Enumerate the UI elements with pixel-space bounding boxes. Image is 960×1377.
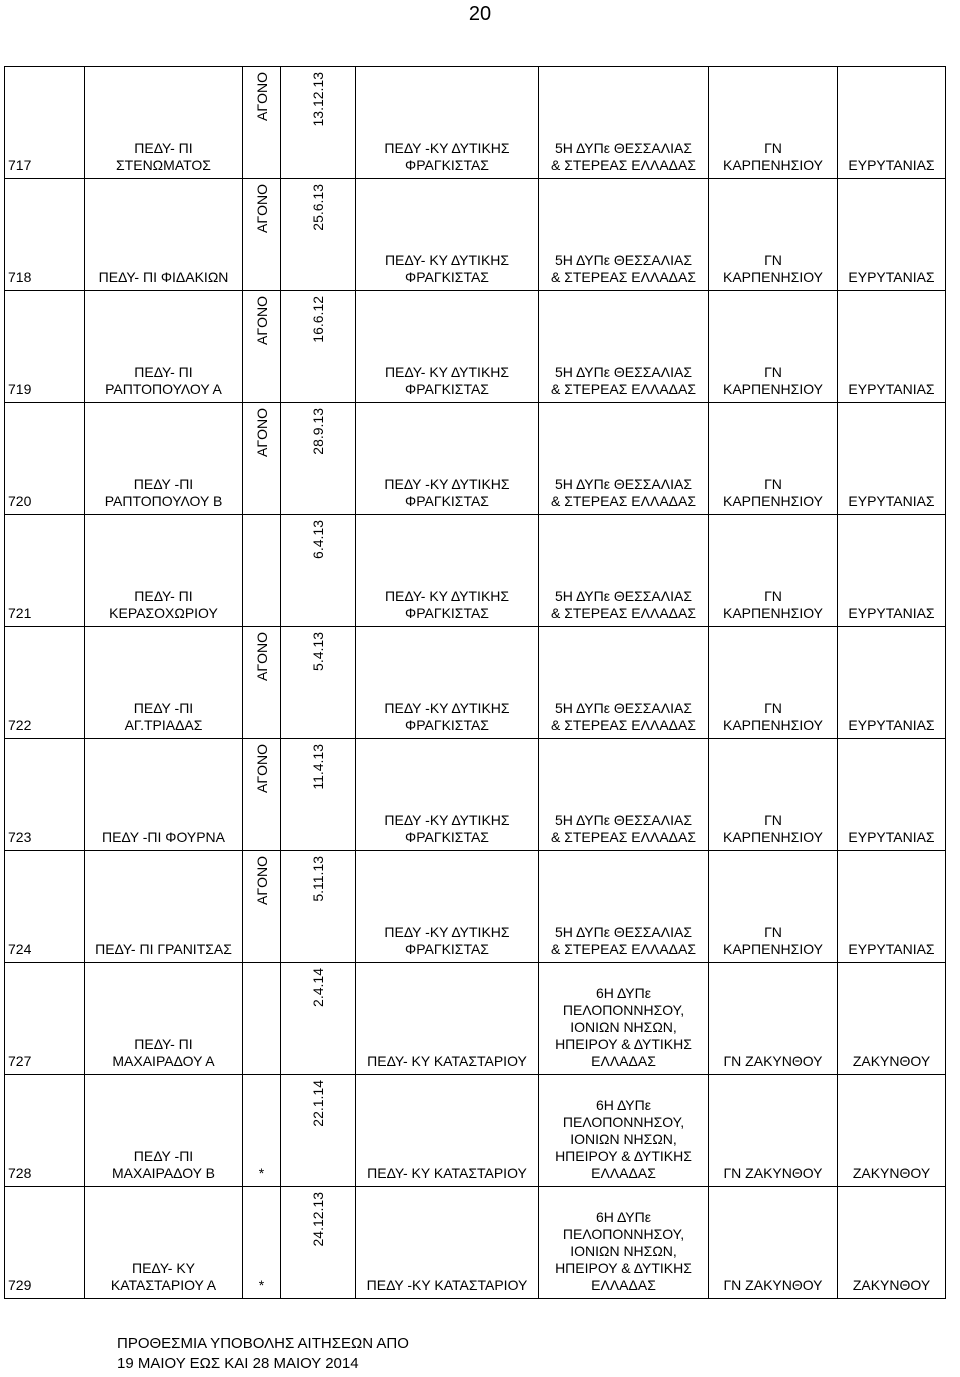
prefecture: ΖΑΚΥΝΘΟΥ: [852, 1277, 931, 1293]
unit-name-cell: [85, 851, 243, 963]
positions-table: [4, 66, 946, 1299]
prefecture: ΖΑΚΥΝΘΟΥ: [852, 1165, 931, 1181]
hospital-cell: [709, 291, 838, 403]
hospital: ΓΝ ΖΑΚΥΝΘΟΥ: [723, 1277, 823, 1293]
row-number-cell: [5, 851, 85, 963]
table-row: [5, 1075, 946, 1187]
prefecture-cell: [838, 1187, 946, 1299]
prefecture-cell: [838, 403, 946, 515]
date-cell: [281, 739, 356, 851]
row-number-cell: [5, 739, 85, 851]
health-center-cell: [356, 627, 539, 739]
date-label: 24.12.13: [310, 1192, 326, 1247]
table-row: [5, 963, 946, 1075]
date-label: 13.12.13: [310, 72, 326, 127]
date-label: 16.6.12: [310, 296, 326, 343]
status-marker: *: [258, 1277, 265, 1293]
health-center: ΠΕΔΥ -ΚΥ ΔΥΤΙΚΗΣ ΦΡΑΓΚΙΣΤΑΣ: [384, 924, 510, 957]
unit-name-cell: [85, 179, 243, 291]
row-number: 729: [8, 1277, 32, 1293]
row-number-cell: [5, 627, 85, 739]
health-region-cell: [539, 1075, 709, 1187]
unit-name: ΠΕΔΥ -ΠΙ ΑΓ.ΤΡΙΑΔΑΣ: [124, 700, 203, 733]
health-region: 5Η ΔΥΠε ΘΕΣΣΑΛΙΑΣ & ΣΤΕΡΕΑΣ ΕΛΛΑΔΑΣ: [550, 812, 697, 845]
hospital: ΓΝ ΚΑΡΠΕΝΗΣΙΟΥ: [722, 588, 823, 621]
hospital: ΓΝ ΖΑΚΥΝΘΟΥ: [723, 1053, 823, 1069]
status-cell: [243, 403, 281, 515]
hospital-cell: [709, 1075, 838, 1187]
prefecture-cell: [838, 739, 946, 851]
health-center: ΠΕΔΥ- ΚΥ ΚΑΤΑΣΤΑΡΙΟΥ: [367, 1165, 527, 1181]
health-region: 6Η ΔΥΠε ΠΕΛΟΠΟΝΝΗΣΟΥ, ΙΟΝΙΩΝ ΝΗΣΩΝ, ΗΠΕΙΡΟΥ & ΔΥΤΙΚΗΣ ΕΛΛΑΔΑΣ: [555, 1097, 692, 1181]
health-region: 5Η ΔΥΠε ΘΕΣΣΑΛΙΑΣ & ΣΤΕΡΕΑΣ ΕΛΛΑΔΑΣ: [550, 924, 697, 957]
row-number: 724: [8, 941, 32, 957]
unit-name-cell: [85, 515, 243, 627]
health-center-cell: [356, 1075, 539, 1187]
date-label: 22.1.14: [310, 1080, 326, 1127]
hospital-cell: [709, 515, 838, 627]
table-row: [5, 627, 946, 739]
unit-name: ΠΕΔΥ- ΠΙ ΚΕΡΑΣΟΧΩΡΙΟΥ: [109, 588, 218, 621]
prefecture-cell: [838, 851, 946, 963]
table-row: [5, 739, 946, 851]
health-region: 5Η ΔΥΠε ΘΕΣΣΑΛΙΑΣ & ΣΤΕΡΕΑΣ ΕΛΛΑΔΑΣ: [550, 364, 697, 397]
row-number: 721: [8, 605, 32, 621]
health-region-cell: [539, 403, 709, 515]
date-cell: [281, 851, 356, 963]
hospital: ΓΝ ΚΑΡΠΕΝΗΣΙΟΥ: [722, 700, 823, 733]
unit-name-cell: [85, 1187, 243, 1299]
status-marker: *: [258, 1165, 265, 1181]
health-region-cell: [539, 67, 709, 179]
page-number: 20: [468, 3, 492, 25]
hospital: ΓΝ ΚΑΡΠΕΝΗΣΙΟΥ: [722, 140, 823, 173]
health-center-cell: [356, 403, 539, 515]
prefecture: ΕΥΡΥΤΑΝΙΑΣ: [848, 605, 935, 621]
row-number-cell: [5, 67, 85, 179]
status-cell: [243, 1187, 281, 1299]
health-region-cell: [539, 963, 709, 1075]
table-row: [5, 179, 946, 291]
prefecture: ΕΥΡΥΤΑΝΙΑΣ: [848, 157, 935, 173]
deadline-line-2: 19 ΜΑΙΟΥ ΕΩΣ ΚΑΙ 28 ΜΑΙΟΥ 2014: [117, 1355, 359, 1372]
date-cell: [281, 515, 356, 627]
health-center-cell: [356, 963, 539, 1075]
hospital: ΓΝ ΚΑΡΠΕΝΗΣΙΟΥ: [722, 476, 823, 509]
status-label: ΑΓΟΝΟ: [253, 856, 270, 905]
hospital-cell: [709, 403, 838, 515]
prefecture-cell: [838, 963, 946, 1075]
row-number-cell: [5, 179, 85, 291]
status-label: ΑΓΟΝΟ: [253, 744, 270, 793]
row-number-cell: [5, 515, 85, 627]
health-region-cell: [539, 851, 709, 963]
health-center-cell: [356, 851, 539, 963]
row-number: 718: [8, 269, 32, 285]
hospital-cell: [709, 1187, 838, 1299]
date-cell: [281, 67, 356, 179]
prefecture-cell: [838, 515, 946, 627]
hospital-cell: [709, 739, 838, 851]
health-center-cell: [356, 291, 539, 403]
table-body: [5, 67, 946, 1299]
unit-name: ΠΕΔΥ- ΠΙ ΡΑΠΤΟΠΟΥΛΟΥ Α: [105, 364, 222, 397]
unit-name-cell: [85, 291, 243, 403]
row-number-cell: [5, 1075, 85, 1187]
prefecture: ΕΥΡΥΤΑΝΙΑΣ: [848, 381, 935, 397]
health-center: ΠΕΔΥ -ΚΥ ΔΥΤΙΚΗΣ ΦΡΑΓΚΙΣΤΑΣ: [384, 476, 510, 509]
row-number-cell: [5, 291, 85, 403]
prefecture: ΖΑΚΥΝΘΟΥ: [852, 1053, 931, 1069]
status-cell: [243, 515, 281, 627]
unit-name: ΠΕΔΥ -ΠΙ ΦΟΥΡΝΑ: [101, 829, 226, 845]
health-center-cell: [356, 739, 539, 851]
row-number: 717: [8, 157, 32, 173]
health-region-cell: [539, 627, 709, 739]
table-row: [5, 67, 946, 179]
row-number-cell: [5, 403, 85, 515]
status-cell: [243, 851, 281, 963]
prefecture: ΕΥΡΥΤΑΝΙΑΣ: [848, 941, 935, 957]
health-region: 5Η ΔΥΠε ΘΕΣΣΑΛΙΑΣ & ΣΤΕΡΕΑΣ ΕΛΛΑΔΑΣ: [550, 588, 697, 621]
status-label: ΑΓΟΝΟ: [253, 296, 270, 345]
health-center: ΠΕΔΥ -ΚΥ ΔΥΤΙΚΗΣ ΦΡΑΓΚΙΣΤΑΣ: [384, 140, 510, 173]
health-center: ΠΕΔΥ -ΚΥ ΔΥΤΙΚΗΣ ΦΡΑΓΚΙΣΤΑΣ: [384, 812, 510, 845]
health-center: ΠΕΔΥ- ΚΥ ΔΥΤΙΚΗΣ ΦΡΑΓΚΙΣΤΑΣ: [384, 364, 510, 397]
unit-name: ΠΕΔΥ- ΠΙ ΣΤΕΝΩΜΑΤΟΣ: [116, 140, 211, 173]
date-cell: [281, 1187, 356, 1299]
health-center: ΠΕΔΥ -ΚΥ ΚΑΤΑΣΤΑΡΙΟΥ: [366, 1277, 528, 1293]
prefecture-cell: [838, 67, 946, 179]
date-cell: [281, 403, 356, 515]
health-center: ΠΕΔΥ -ΚΥ ΔΥΤΙΚΗΣ ΦΡΑΓΚΙΣΤΑΣ: [384, 700, 510, 733]
row-number: 720: [8, 493, 32, 509]
date-label: 25.6.13: [310, 184, 326, 231]
unit-name-cell: [85, 739, 243, 851]
unit-name: ΠΕΔΥ- ΠΙ ΦΙΔΑΚΙΩΝ: [98, 269, 229, 285]
unit-name-cell: [85, 1075, 243, 1187]
status-cell: [243, 963, 281, 1075]
hospital: ΓΝ ΚΑΡΠΕΝΗΣΙΟΥ: [722, 252, 823, 285]
date-label: 2.4.14: [310, 968, 326, 1007]
unit-name: ΠΕΔΥ- ΠΙ ΓΡΑΝΙΤΣΑΣ: [95, 941, 232, 957]
health-center-cell: [356, 179, 539, 291]
health-region-cell: [539, 739, 709, 851]
unit-name: ΠΕΔΥ -ΠΙ ΜΑΧΑΙΡΑΔΟΥ Β: [111, 1148, 215, 1181]
date-cell: [281, 963, 356, 1075]
status-cell: [243, 179, 281, 291]
table-row: [5, 515, 946, 627]
unit-name-cell: [85, 627, 243, 739]
unit-name-cell: [85, 403, 243, 515]
unit-name-cell: [85, 67, 243, 179]
health-center: ΠΕΔΥ- ΚΥ ΔΥΤΙΚΗΣ ΦΡΑΓΚΙΣΤΑΣ: [384, 588, 510, 621]
prefecture-cell: [838, 1075, 946, 1187]
table-row: [5, 291, 946, 403]
status-cell: [243, 67, 281, 179]
hospital-cell: [709, 851, 838, 963]
prefecture: ΕΥΡΥΤΑΝΙΑΣ: [848, 269, 935, 285]
prefecture-cell: [838, 627, 946, 739]
row-number-cell: [5, 963, 85, 1075]
unit-name: ΠΕΔΥ -ΠΙ ΡΑΠΤΟΠΟΥΛΟΥ Β: [104, 476, 223, 509]
health-region: 5Η ΔΥΠε ΘΕΣΣΑΛΙΑΣ & ΣΤΕΡΕΑΣ ΕΛΛΑΔΑΣ: [550, 252, 697, 285]
hospital: ΓΝ ΚΑΡΠΕΝΗΣΙΟΥ: [722, 924, 823, 957]
date-cell: [281, 1075, 356, 1187]
row-number-cell: [5, 1187, 85, 1299]
row-number: 719: [8, 381, 32, 397]
date-label: 6.4.13: [310, 520, 326, 559]
status-label: ΑΓΟΝΟ: [253, 184, 270, 233]
unit-name: ΠΕΔΥ- ΠΙ ΜΑΧΑΙΡΑΔΟΥ Α: [112, 1036, 215, 1069]
submission-deadline: [117, 1334, 409, 1374]
health-region: 5Η ΔΥΠε ΘΕΣΣΑΛΙΑΣ & ΣΤΕΡΕΑΣ ΕΛΛΑΔΑΣ: [550, 140, 697, 173]
date-cell: [281, 627, 356, 739]
table-row: [5, 403, 946, 515]
health-center: ΠΕΔΥ- ΚΥ ΚΑΤΑΣΤΑΡΙΟΥ: [367, 1053, 527, 1069]
status-cell: [243, 627, 281, 739]
prefecture: ΕΥΡΥΤΑΝΙΑΣ: [848, 717, 935, 733]
hospital: ΓΝ ΚΑΡΠΕΝΗΣΙΟΥ: [722, 812, 823, 845]
health-region: 6Η ΔΥΠε ΠΕΛΟΠΟΝΝΗΣΟΥ, ΙΟΝΙΩΝ ΝΗΣΩΝ, ΗΠΕΙΡΟΥ & ΔΥΤΙΚΗΣ ΕΛΛΑΔΑΣ: [555, 1209, 692, 1293]
date-cell: [281, 179, 356, 291]
status-cell: [243, 1075, 281, 1187]
prefecture: ΕΥΡΥΤΑΝΙΑΣ: [848, 829, 935, 845]
hospital-cell: [709, 67, 838, 179]
health-center: ΠΕΔΥ- ΚΥ ΔΥΤΙΚΗΣ ΦΡΑΓΚΙΣΤΑΣ: [384, 252, 510, 285]
health-region-cell: [539, 1187, 709, 1299]
hospital: ΓΝ ΚΑΡΠΕΝΗΣΙΟΥ: [722, 364, 823, 397]
health-region-cell: [539, 515, 709, 627]
date-label: 5.4.13: [310, 632, 326, 671]
health-center-cell: [356, 1187, 539, 1299]
table-row: [5, 1187, 946, 1299]
hospital: ΓΝ ΖΑΚΥΝΘΟΥ: [723, 1165, 823, 1181]
status-label: ΑΓΟΝΟ: [253, 408, 270, 457]
health-region: 6Η ΔΥΠε ΠΕΛΟΠΟΝΝΗΣΟΥ, ΙΟΝΙΩΝ ΝΗΣΩΝ, ΗΠΕΙΡΟΥ & ΔΥΤΙΚΗΣ ΕΛΛΑΔΑΣ: [555, 985, 692, 1069]
status-cell: [243, 739, 281, 851]
row-number: 723: [8, 829, 32, 845]
table-row: [5, 851, 946, 963]
health-center-cell: [356, 67, 539, 179]
date-label: 28.9.13: [310, 408, 326, 455]
hospital-cell: [709, 179, 838, 291]
date-label: 5.11.13: [310, 856, 326, 902]
prefecture-cell: [838, 291, 946, 403]
unit-name-cell: [85, 963, 243, 1075]
status-label: ΑΓΟΝΟ: [253, 632, 270, 681]
row-number: 728: [8, 1165, 32, 1181]
row-number: 722: [8, 717, 32, 733]
unit-name: ΠΕΔΥ- ΚΥ ΚΑΤΑΣΤΑΡΙΟΥ Α: [110, 1260, 217, 1293]
prefecture: ΕΥΡΥΤΑΝΙΑΣ: [848, 493, 935, 509]
health-region: 5Η ΔΥΠε ΘΕΣΣΑΛΙΑΣ & ΣΤΕΡΕΑΣ ΕΛΛΑΔΑΣ: [550, 476, 697, 509]
hospital-cell: [709, 627, 838, 739]
health-center-cell: [356, 515, 539, 627]
health-region-cell: [539, 179, 709, 291]
date-cell: [281, 291, 356, 403]
date-label: 11.4.13: [310, 744, 326, 790]
status-cell: [243, 291, 281, 403]
prefecture-cell: [838, 179, 946, 291]
deadline-line-1: ΠΡΟΘΕΣΜΙΑ ΥΠΟΒΟΛΗΣ ΑΙΤΗΣΕΩΝ ΑΠΟ: [117, 1335, 409, 1352]
hospital-cell: [709, 963, 838, 1075]
health-region-cell: [539, 291, 709, 403]
health-region: 5Η ΔΥΠε ΘΕΣΣΑΛΙΑΣ & ΣΤΕΡΕΑΣ ΕΛΛΑΔΑΣ: [550, 700, 697, 733]
row-number: 727: [8, 1053, 32, 1069]
status-label: ΑΓΟΝΟ: [253, 72, 270, 121]
